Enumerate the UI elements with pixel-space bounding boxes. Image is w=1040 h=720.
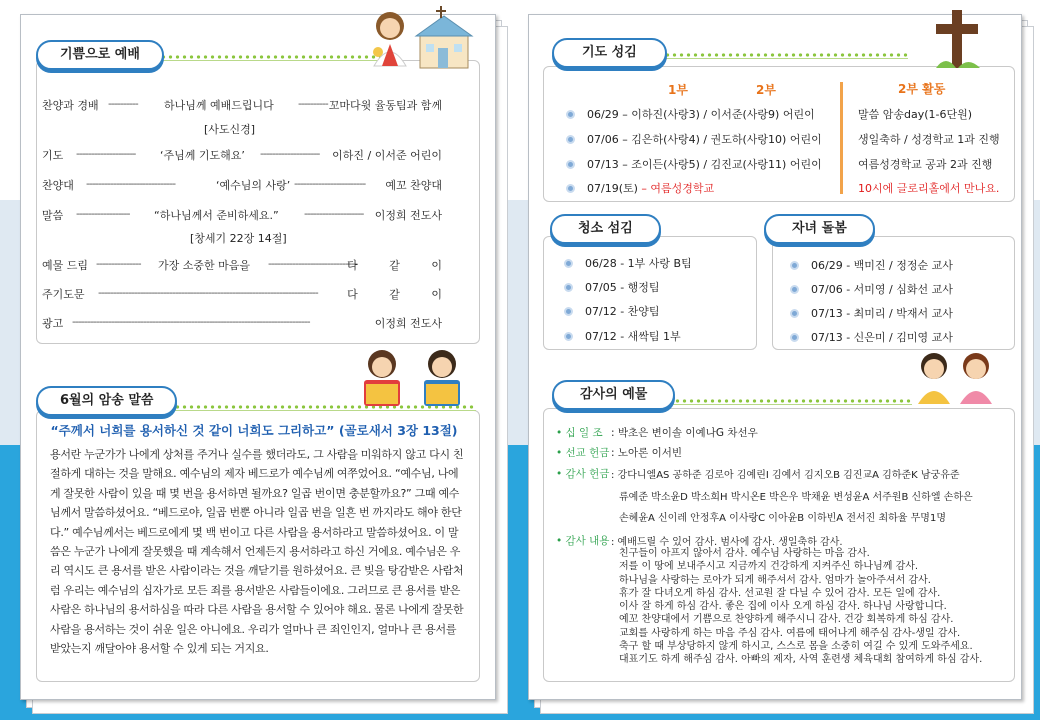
worship-leader: 이하진 / 이서준 어린이	[332, 149, 442, 162]
activity-item: 생일축하 / 성경학교 1과 진행	[858, 133, 1000, 146]
dashes: ----------	[108, 97, 138, 110]
cross-icon	[930, 10, 986, 70]
prayer-date: 07/06	[587, 133, 619, 146]
bullet-icon	[790, 285, 799, 294]
bullet-icon	[566, 110, 575, 119]
content-line: 예꼬 찬양대에서 기쁨으로 찬양하게 해주시니 감사. 건강 회복하게 하심 감사.	[619, 614, 954, 626]
gratitude-names: : 강다니엘AS 공하준 김로아 김예린I 김예서 김지오B 김진교A 김하준K 남궁유준	[611, 470, 960, 481]
dashes: --------------------	[304, 207, 364, 220]
childcare-row: 07/06 - 서미영 / 심화선 교사	[790, 281, 953, 297]
verse-body: 용서란 누군가가 나에게 상처를 주거나 실수를 했더라도, 그 사람을 미워하지 않고 다시 친절하게 대하는 것을 말해요. 예수님의 제자 베드로가 예수님께 여쭈었어요. “예수님, 나에게 잘못한 사람이 있을 때 몇 번을 용서하면 될까요? 일곱 번이면 충분할까요?” 그때 예수님께서 말씀하셨어요. “베드로야, 일곱 번뿐 아니라 일곱 번을 일흔 번 까지라도 해야 한단다.” 예수님께서는 베드로에게 몇 백 번이고 다른 사람을 용서하라고 말씀하셨어요. 이 말씀은 누군가 나에게 잘못했을 때 계속해서 언제든지 용서하라고 하신 거에요. 예수님은 우리 역시도 큰 용서를 받은 사람이라는 것을 깨닫기를 원하셨어요. 큰 빚을 탕감받은 사람처럼 우리는 예수님의 십자가로 모든 죄를 용서받은 사람들이에요. 그러므로 큰 용서를 받은 사람은 하나님의 용서하심을 따라 다른 사람을 용서할 수 있어야 해요. 물론 나에게 잘못한 사람을 용서하는 것이 쉬운 일은 아니에요. 우리가 얼마나 큰 죄인인지, 얼마나 큰 용서를 받았는지 깨달아야 용서할 수 있게 되는 거지요.	[50, 448, 464, 656]
content-line: 대표기도 하게 해주심 감사. 아빠의 제자, 사역 훈련생 체육대회 참여하게 하심 감사.	[619, 654, 983, 666]
dashes: ------------------------------	[86, 177, 176, 190]
prayer-col-3: 2부 활동	[898, 82, 946, 96]
bullet-icon	[564, 283, 573, 292]
bullet-icon	[564, 307, 573, 316]
childcare-row: 06/29 - 백미진 / 정정순 교사	[790, 257, 953, 273]
childcare-row: 07/13 - 최미리 / 박재서 교사	[790, 305, 953, 321]
dashes: ------------------------------	[268, 257, 358, 270]
prayer-row	[566, 156, 822, 172]
bullet-icon	[790, 261, 799, 270]
worship-item: 가장 소중한 마음을	[158, 259, 251, 272]
bullet-icon	[566, 184, 575, 193]
dashes: ------------------	[76, 207, 130, 220]
bullet-icon	[566, 135, 575, 144]
worship-item: ‘예수님의 사랑’	[216, 179, 291, 192]
prayer-row	[566, 180, 714, 196]
dotted-divider	[650, 50, 908, 60]
thanks-tab: 감사의 예물	[552, 380, 675, 410]
content-line: 휴가 잘 다녀오게 하심 감사. 선교원 잘 다닐 수 있어 감사. 모든 일에 감사.	[619, 587, 941, 599]
bullet-icon	[790, 333, 799, 342]
content-line: 친구들이 아프지 않아서 감사. 예수님 사랑하는 마음 감사.	[619, 548, 870, 559]
gratitude-names: 류예준 박소윤D 박소희H 박시온E 박은우 박채윤 변성윤A 서주원B 신하엘 손하은	[619, 492, 973, 503]
dashes: ------------------------	[294, 177, 366, 190]
activity-item: 10시에 글로리홀에서 만나요.	[858, 182, 1000, 195]
activity-item: 말씀 암송day(1-6단원)	[858, 108, 973, 121]
prayer-names: – 이하진(사랑3) / 이서준(사랑9) 어린이	[622, 108, 815, 121]
dashes: --------------------	[260, 147, 320, 160]
mission-label: • 선교 헌금	[556, 447, 610, 459]
bullet-icon	[566, 160, 575, 169]
bullet-icon	[564, 332, 573, 341]
dashes: --------------------	[76, 147, 136, 160]
worship-label: 찬양대	[42, 179, 74, 192]
worship-leader: 예꼬 찬양대	[385, 179, 442, 192]
praying-kids-icon	[912, 348, 1004, 404]
worship-item: “하나님께서 준비하세요.”	[154, 209, 279, 222]
activity-item: 여름성경학교 공과 2과 진행	[858, 158, 993, 171]
tithe-names: : 박초은 변이솔 이예나G 차선우	[611, 427, 758, 439]
dashes: --------------------------------------------------------------------------------	[72, 315, 310, 328]
dotted-divider	[660, 396, 912, 406]
content-line: : 예배드릴 수 있어 감사. 범사에 감사. 생일축하 감사.	[611, 537, 843, 548]
childcare-row: 07/13 - 신은미 / 김미영 교사	[790, 329, 953, 345]
worship-label: 말씀	[42, 209, 64, 222]
worship-sub: [창세기 22장 14절]	[190, 232, 287, 245]
prayer-col-1: 1부	[668, 83, 688, 97]
content-line: 교회를 사랑하게 하는 마음 주심 감사. 여름에 태어나게 해주심 감사-생일 감사.	[619, 627, 961, 639]
gratitude-names: 손혜윤A 신이레 안정후A 이사랑C 이아윤B 이하빈A 전서진 최하율 무명1명	[619, 513, 946, 524]
content-line: 축구 할 때 부상당하지 않게 하시고, 스스로 몸을 소중히 여길 수 있게 도와주세요.	[619, 641, 973, 653]
worship-leader: 다 같 이	[347, 288, 456, 301]
worship-item: ‘주님께 기도해요’	[160, 149, 245, 162]
worship-label: 주기도문	[42, 288, 85, 301]
prayer-col-2: 2부	[756, 83, 776, 97]
childcare-tab: 자녀 돌봄	[764, 214, 875, 244]
prayer-date: 07/13	[587, 158, 619, 171]
prayer-names: – 김은하(사랑4) / 권도하(사랑10) 어린이	[622, 133, 822, 146]
worship-leader: 꼬마다윗 율동팀과 함께	[328, 99, 442, 112]
worship-label: 예물 드림	[42, 259, 89, 272]
worship-sub: [사도신경]	[204, 123, 256, 136]
worship-label: 기도	[42, 149, 64, 162]
prayer-row	[566, 106, 815, 122]
worship-leader: 이정희 전도사	[374, 209, 442, 222]
column-divider	[840, 82, 843, 194]
dashes: ---------------	[96, 257, 141, 270]
prayer-date: 07/19(토)	[587, 182, 638, 195]
bullet-icon	[790, 309, 799, 318]
tithe-label: • 십 일 조	[556, 427, 603, 439]
kids-reading-icon	[354, 346, 474, 408]
content-line: 이사 잘 하게 하심 감사. 좋은 집에 이사 오게 하심 감사. 하나님 사랑합니다.	[619, 601, 947, 613]
dashes: --------------------------------------------------------------------------	[98, 286, 318, 299]
verse-tab: 6월의 암송 말씀	[36, 386, 177, 416]
dotted-divider	[160, 52, 394, 62]
worship-leader: 다 같 이	[347, 259, 456, 272]
prayer-date: 06/29	[587, 108, 619, 121]
worship-label: 광고	[42, 317, 64, 330]
church-illustration-icon	[360, 4, 480, 70]
cleaning-row: 07/12 - 새싹팀 1부	[564, 328, 681, 344]
prayer-names: – 조이든(사랑5) / 김진교(사랑11) 어린이	[622, 158, 822, 171]
worship-label: 찬양과 경배	[42, 99, 99, 112]
cleaning-tab: 청소 섬김	[550, 214, 661, 244]
content-line: 저를 이 땅에 보내주시고 지금까지 건강하게 지켜주신 하나님께 감사.	[619, 561, 919, 573]
mission-names: : 노아론 이서빈	[611, 447, 683, 459]
content-label: • 감사 내용	[556, 535, 610, 547]
cleaning-row: 07/12 - 찬양팀	[564, 303, 660, 319]
prayer-row	[566, 131, 822, 147]
bullet-icon	[564, 259, 573, 268]
worship-leader: 이정희 전도사	[374, 317, 442, 330]
dashes: ----------	[298, 97, 328, 110]
prayer-tab: 기도 성김	[552, 38, 667, 68]
gratitude-label: • 감사 헌금	[556, 468, 610, 480]
worship-item: 하나님께 예배드립니다	[164, 99, 274, 112]
verse-heading: “주께서 너희를 용서하신 것 같이 너희도 그리하고” (골로새서 3장 13절)	[50, 423, 458, 438]
worship-tab: 기쁨으로 예배	[36, 40, 164, 70]
content-lines	[619, 547, 982, 667]
prayer-names: – 여름성경학교	[641, 182, 715, 195]
cleaning-row: 06/28 - 1부 사랑 B팀	[564, 255, 692, 271]
content-line: 하나님을 사랑하는 로아가 되게 해주셔서 감사. 엄마가 놀아주셔서 감사.	[619, 574, 931, 586]
cleaning-row: 07/05 - 행정팀	[564, 279, 660, 295]
